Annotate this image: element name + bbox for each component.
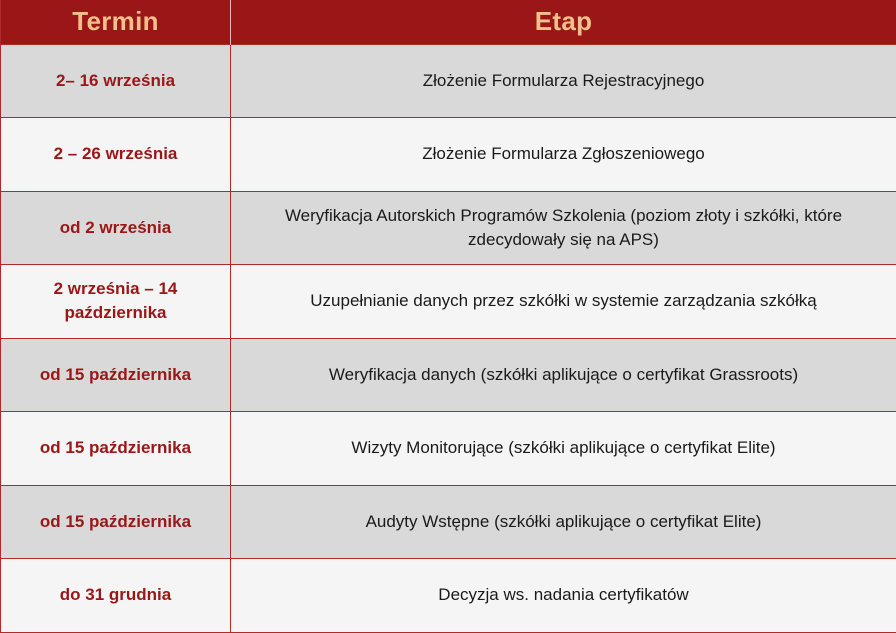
termin-cell: do 31 grudnia <box>1 559 231 633</box>
etap-cell: Weryfikacja Autorskich Programów Szkolenia (poziom złoty i szkółki, które zdecydowały się na APS) <box>231 191 896 265</box>
termin-cell: 2– 16 września <box>1 44 231 118</box>
table-row <box>1 118 896 192</box>
termin-cell: 2 – 26 września <box>1 118 231 192</box>
termin-cell: od 15 października <box>1 338 231 412</box>
table-row <box>1 412 896 486</box>
etap-cell: Audyty Wstępne (szkółki aplikujące o certyfikat Elite) <box>231 485 896 559</box>
table-row <box>1 265 896 339</box>
etap-cell: Uzupełnianie danych przez szkółki w systemie zarządzania szkółką <box>231 265 896 339</box>
table-row <box>1 191 896 265</box>
table-row <box>1 338 896 412</box>
etap-cell: Złożenie Formularza Zgłoszeniowego <box>231 118 896 192</box>
termin-cell: 2 września – 14 października <box>1 265 231 339</box>
table-row <box>1 485 896 559</box>
table-row <box>1 559 896 633</box>
etap-cell: Złożenie Formularza Rejestracyjnego <box>231 44 896 118</box>
termin-cell: od 15 października <box>1 412 231 486</box>
table-row <box>1 44 896 118</box>
header-etap: Etap <box>231 0 896 44</box>
header-row <box>1 0 896 44</box>
header-termin: Termin <box>1 0 231 44</box>
etap-cell: Weryfikacja danych (szkółki aplikujące o certyfikat Grassroots) <box>231 338 896 412</box>
etap-cell: Decyzja ws. nadania certyfikatów <box>231 559 896 633</box>
termin-cell: od 15 października <box>1 485 231 559</box>
termin-cell: od 2 września <box>1 191 231 265</box>
etap-cell: Wizyty Monitorujące (szkółki aplikujące o certyfikat Elite) <box>231 412 896 486</box>
